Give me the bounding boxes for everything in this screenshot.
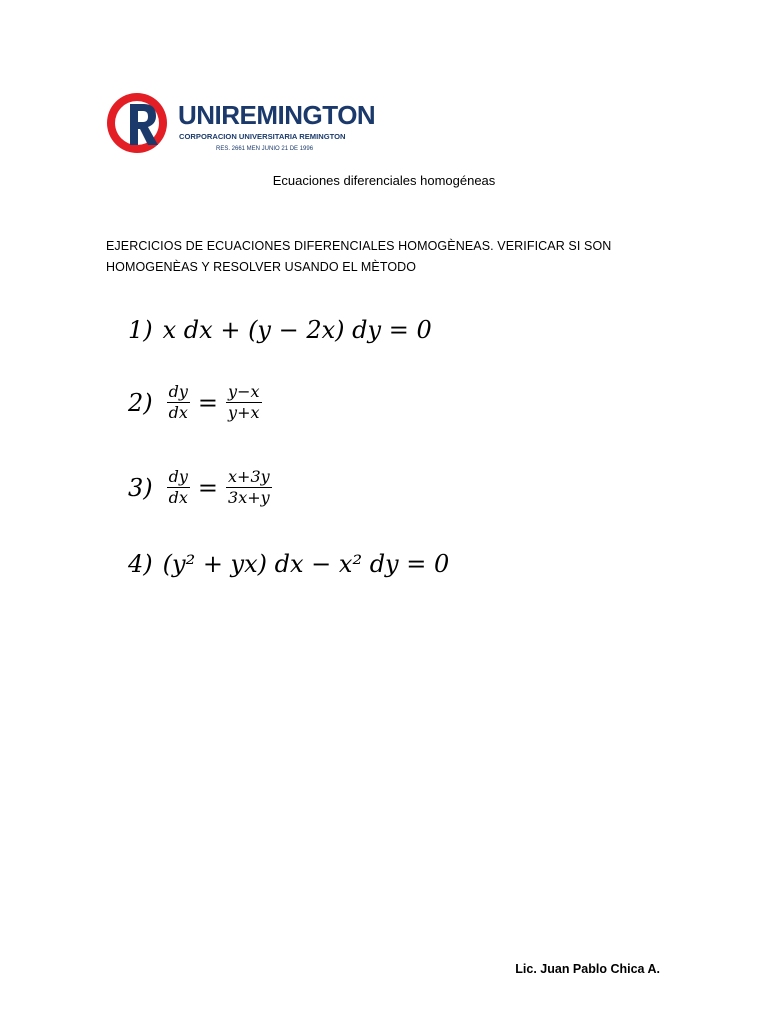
exercise-1 [128, 316, 432, 344]
exercise-expression: x dx + (y − 2x) dy = 0 [162, 316, 432, 344]
uniremington-logo [106, 90, 376, 156]
logo-resolution: RES. 2661 MEN JUNIO 21 DE 1996 [216, 146, 314, 152]
fraction-denominator: dx [168, 403, 188, 422]
exercise-2 [128, 382, 266, 423]
exercise-number: 3) [128, 473, 153, 502]
exercise-3 [128, 467, 276, 508]
instructions-text: EJERCICIOS DE ECUACIONES DIFERENCIALES HOMOGÈNEAS. VERIFICAR SI SON HOMOGENÈAS Y RESOLVER USANDO EL MÈTODO [106, 239, 612, 274]
fraction-lhs [167, 467, 190, 508]
exercise-expression: (y² + yx) dx − x² dy = 0 [162, 550, 450, 578]
fraction-numerator: dy [168, 382, 188, 401]
exercise-number: 2) [128, 388, 153, 417]
logo-subtitle: CORPORACION UNIVERSITARIA REMINGTON [179, 132, 346, 141]
fraction-denominator: 3x+y [228, 488, 270, 507]
exercise-number: 1) [128, 316, 153, 344]
fraction-lhs [167, 382, 190, 423]
logo-brand: UNIREMINGTON [178, 100, 376, 130]
document-title: Ecuaciones diferenciales homogéneas [272, 173, 496, 188]
fraction-rhs [226, 467, 272, 508]
equals-sign: = [197, 388, 219, 417]
fraction-numerator: dy [168, 467, 188, 486]
author-signature: Lic. Juan Pablo Chica A. [515, 962, 660, 976]
fraction-denominator: dx [168, 488, 188, 507]
fraction-numerator: y−x [228, 382, 260, 401]
exercise-number: 4) [128, 550, 153, 578]
fraction-rhs [226, 382, 261, 423]
exercise-4 [128, 550, 449, 578]
fraction-numerator: x+3y [228, 467, 270, 486]
equals-sign: = [197, 473, 219, 502]
fraction-denominator: y+x [228, 403, 260, 422]
